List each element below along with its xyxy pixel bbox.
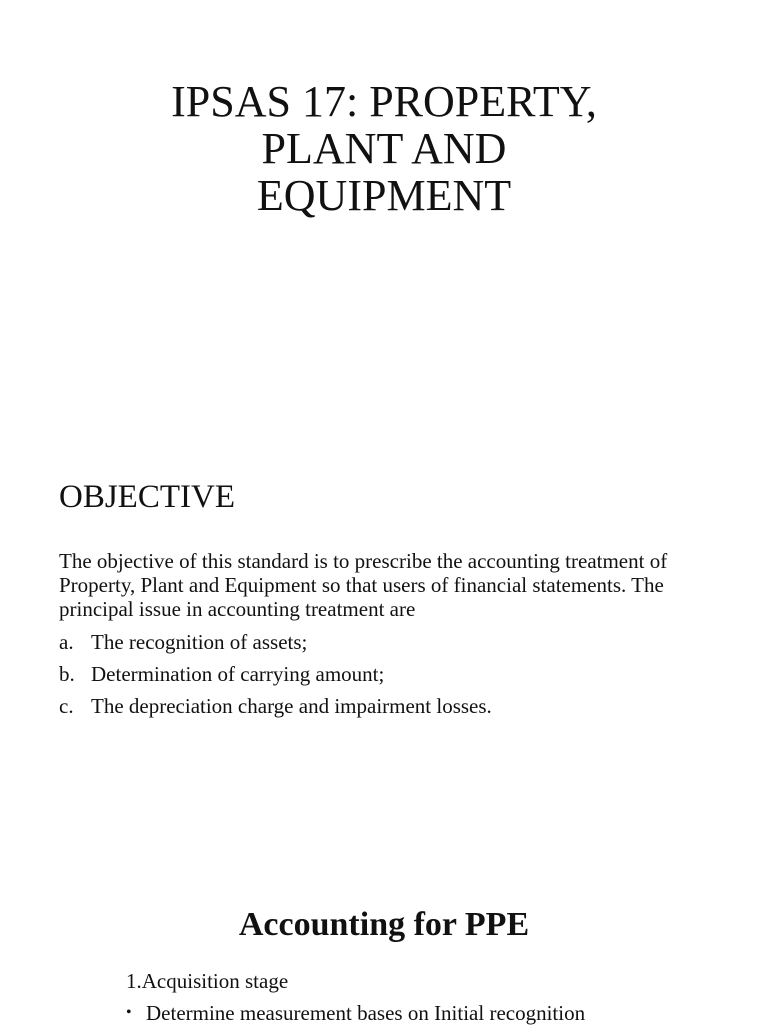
title-line: PLANT AND [261, 124, 507, 173]
ppe-heading: Accounting for PPE [238, 906, 530, 943]
list-item-text: Determination of carrying amount; [91, 662, 385, 686]
objective-slide [0, 440, 768, 860]
title-line: EQUIPMENT [256, 171, 512, 220]
objective-list [59, 630, 729, 726]
list-marker: a. [59, 630, 74, 654]
stage-bullet-list [126, 1001, 585, 1025]
list-item-text: The depreciation charge and impairment losses. [91, 694, 492, 718]
list-item [126, 1001, 585, 1025]
list-item-text: The recognition of assets; [91, 630, 308, 654]
objective-heading: OBJECTIVE [59, 479, 235, 515]
list-item [59, 630, 729, 654]
document-title [0, 78, 768, 219]
stage-label: 1.Acquisition stage [126, 969, 289, 993]
list-item-text: Determine measurement bases on Initial recognition [146, 1001, 586, 1025]
list-item [59, 662, 729, 686]
bullet-icon: • [126, 1004, 132, 1021]
list-item [59, 694, 729, 718]
list-marker: c. [59, 694, 74, 718]
objective-paragraph: The objective of this standard is to prescribe the accounting treatment of Property, Plant and Equipment so that users of financial statements. The principal issue in accounting treatment are [59, 549, 668, 621]
title-line: IPSAS 17: PROPERTY, [171, 77, 597, 126]
title-slide [0, 0, 768, 440]
list-marker: b. [59, 662, 75, 686]
accounting-ppe-slide [0, 860, 768, 1024]
